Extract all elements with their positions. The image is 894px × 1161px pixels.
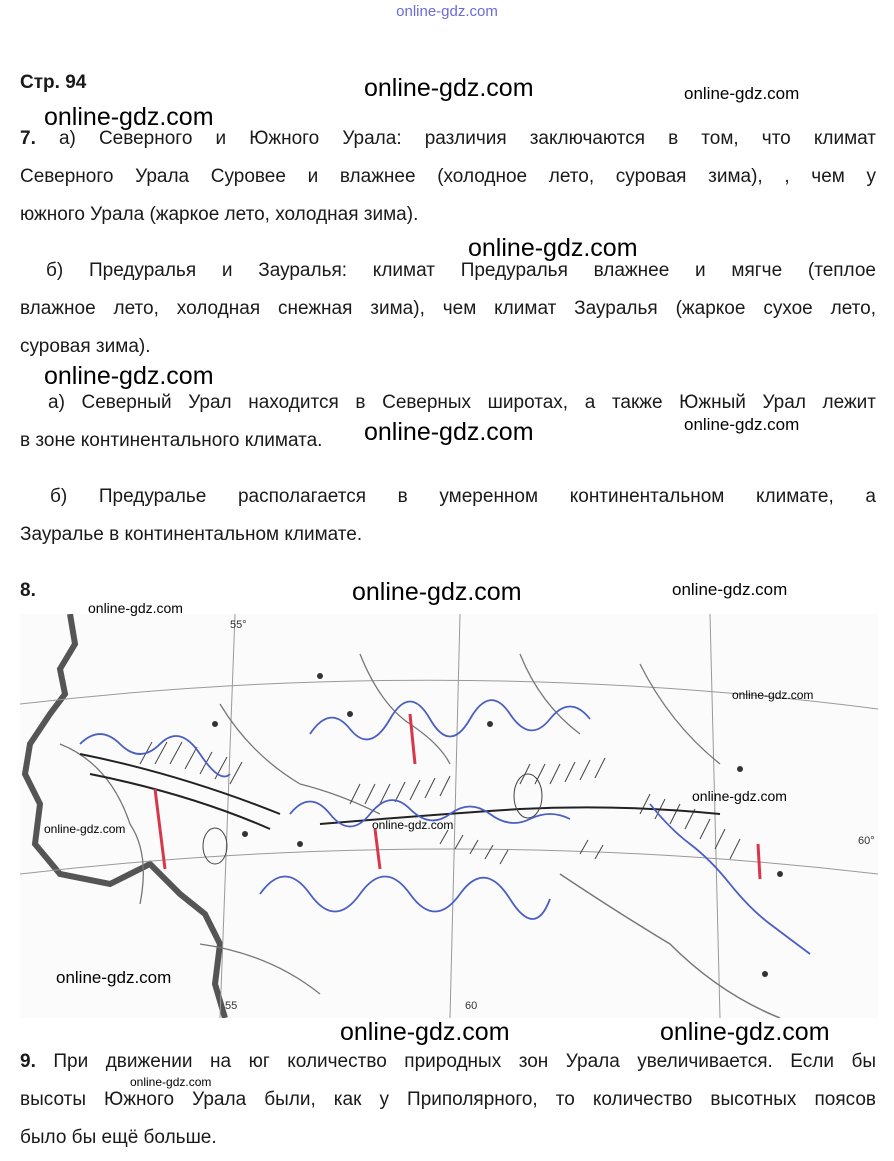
watermark-10: online-gdz.com [88, 600, 183, 616]
meridian-label-60: 60 [465, 1000, 478, 1012]
q7-d-line-2: Зауралье в континентальном климате. [20, 524, 363, 545]
site-link[interactable]: online-gdz.com [396, 3, 498, 20]
watermark-14: online-gdz.com [44, 822, 126, 836]
q8-number: 8. [20, 580, 36, 601]
q7-b-line-1: б) Предуралья и Зауралья: климат Предуралья влажнее и мягче (теплое [46, 260, 876, 281]
red-marker-vorkuta [758, 844, 760, 879]
q7-part-b [20, 252, 876, 366]
q9-line-3: было бы ещё больше. [20, 1127, 217, 1148]
watermark-2: online-gdz.com [684, 84, 800, 103]
q7-part-a [20, 120, 876, 234]
q9-answer [20, 1043, 876, 1157]
river-belaya [220, 704, 380, 814]
industrial-area-1 [203, 828, 227, 864]
q7-a-line-3: южного Урала (жаркое лето, холодная зима). [20, 204, 419, 225]
q9-number: 9. [20, 1051, 36, 1072]
meridian-65 [710, 614, 720, 1018]
industrial-area-2 [514, 774, 542, 818]
red-marker-kachkanar [375, 829, 380, 869]
watermark-7: online-gdz.com [684, 415, 800, 434]
q7-d-line-1: б) Предуралье располагается в умеренном континентальном климате, а [50, 486, 876, 507]
ridge-south-2 [90, 774, 270, 829]
hand-subpolar [650, 804, 810, 954]
meridian-60 [450, 614, 460, 1018]
meridian-label-60b: 60° [858, 835, 875, 847]
river-kama [360, 654, 450, 764]
ural-map-drawing [20, 614, 878, 1018]
watermark-12: online-gdz.com [372, 818, 454, 832]
river-vychegda [520, 654, 580, 734]
q7-a-line-1: 7. а) Северного и Южного Урала: различия заключаются в том, что климат [20, 128, 876, 149]
river-ob [560, 874, 780, 1018]
parallel-55 [20, 849, 878, 874]
q7-a-line-2: Северного Урала Суровее и влажнее (холодное лето, суровая зима), , чем у [20, 166, 876, 187]
watermark-5: online-gdz.com [44, 362, 214, 390]
red-marker-magnitogorsk [155, 789, 165, 869]
hand-preduralye [310, 700, 590, 739]
region-border-west [25, 614, 225, 1018]
watermark-1: online-gdz.com [364, 74, 534, 102]
watermark-13: online-gdz.com [692, 788, 787, 804]
q7-part-d [20, 478, 876, 554]
q7-c-line-2: в зоне континентального климата. [20, 430, 323, 451]
q7-b-line-3: суровая зима). [20, 336, 151, 357]
q7-b-line-2: влажное лето, холодная снежная зима), чем климат Зауралья (жаркое сухое лето, [20, 298, 876, 319]
red-marker-berezniki [410, 714, 415, 764]
watermark-8: online-gdz.com [352, 578, 522, 606]
watermark-17: online-gdz.com [660, 1018, 830, 1046]
watermark-4: online-gdz.com [468, 234, 638, 262]
watermark-16: online-gdz.com [340, 1018, 510, 1046]
q7-number: 7. [20, 128, 36, 149]
meridian-55 [220, 614, 238, 1018]
q9-line-2: высоты Южного Урала были, как у Приполярного, то количество высотных поясов [20, 1089, 876, 1110]
watermark-11: online-gdz.com [732, 688, 814, 702]
hand-south-ural [80, 734, 230, 777]
ural-map [20, 614, 878, 1018]
meridian-label-55: 55° [230, 619, 247, 631]
watermark-15: online-gdz.com [56, 968, 172, 987]
watermark-6: online-gdz.com [364, 418, 534, 446]
watermark-3: online-gdz.com [44, 103, 214, 131]
q9-line-1: 9. При движении на юг количество природных зон Урала увеличивается. Если бы [20, 1051, 876, 1072]
q7-c-line-1: а) Северный Урал находится в Северных широтах, а также Южный Урал лежит [48, 392, 876, 413]
river-pechora [640, 664, 720, 764]
meridian-label-55b: 55 [225, 1000, 238, 1012]
watermark-9: online-gdz.com [672, 580, 788, 599]
hand-zauralye [260, 877, 550, 920]
page-label: Стр. 94 [20, 72, 87, 93]
city-dots [212, 673, 783, 977]
watermark-18: online-gdz.com [130, 1075, 212, 1089]
